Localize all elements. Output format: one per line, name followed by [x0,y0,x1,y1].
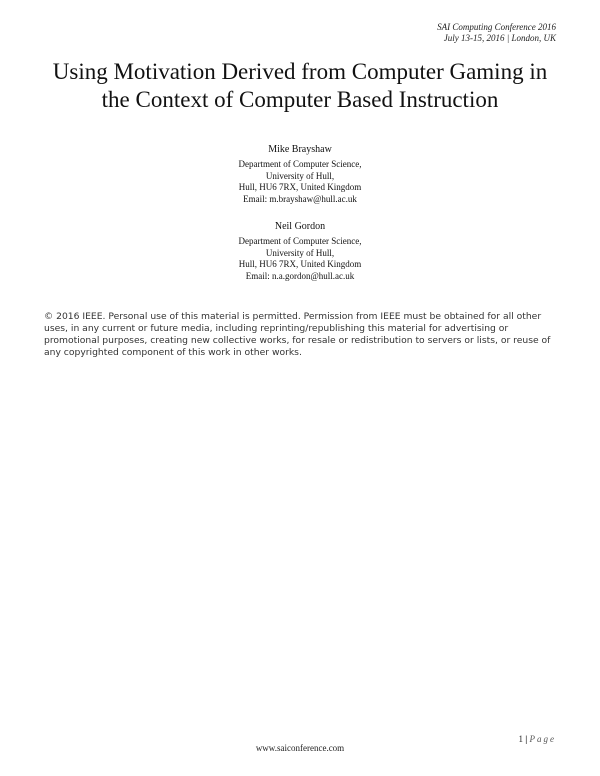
author-block-brayshaw [0,143,600,205]
footer-website: www.saiconference.com [255,743,345,753]
author-email: Email: n.a.gordon@hull.ac.uk [245,270,355,281]
author-university: University of Hull, [265,170,335,181]
page-number-separator: | [525,734,528,744]
copyright-notice: © 2016 IEEE. Personal use of this material is permitted. Permission from IEEE must be obtained for all other uses, in any current or future media, including reprinting/republishing this material for advertising or promotional purposes, creating new collective works, for resale or redistribution to servers or lists, or reuse of any copyrighted component of this work in other works. [44,311,551,358]
author-name: Mike Brayshaw [268,144,332,155]
page-number-value: 1 [518,734,524,744]
author-email: Email: m.brayshaw@hull.ac.uk [243,193,357,204]
author-name: Neil Gordon [274,221,326,232]
page-number-label: Page [529,734,556,744]
running-header [437,22,556,44]
paper-title [0,58,600,114]
paper-title-line-1: Using Motivation Derived from Computer Gaming in [52,59,548,84]
author-department: Department of Computer Science, [238,159,362,169]
paper-title-line-2: the Context of Computer Based Instruction [101,87,499,112]
author-address: Hull, HU6 7RX, United Kingdom [238,259,362,269]
author-department: Department of Computer Science, [238,236,362,246]
conference-name: SAI Computing Conference 2016 [437,22,556,32]
author-university: University of Hull, [265,247,335,258]
author-block-gordon [0,220,600,282]
author-address: Hull, HU6 7RX, United Kingdom [238,182,362,192]
conference-dates-location: July 13-15, 2016 | London, UK [443,33,556,43]
